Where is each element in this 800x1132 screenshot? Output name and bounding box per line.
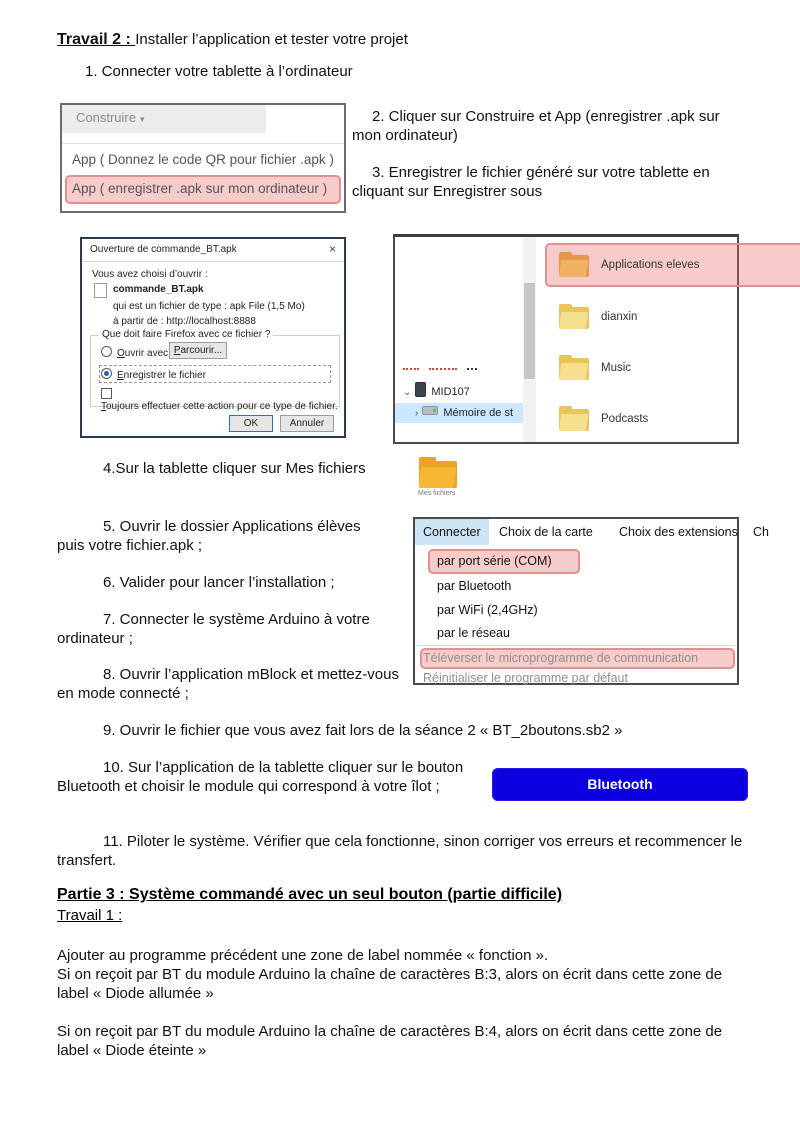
menu-item-wifi[interactable]: par WiFi (2,4GHz) <box>437 603 538 617</box>
checkbox-icon[interactable] <box>101 388 112 399</box>
mes-fichiers-caption: Mes fichiers <box>418 490 456 497</box>
step-2: 2. Cliquer sur Construire et App (enregistrer .apk sur mon ordinateur) <box>352 108 720 144</box>
browse-button[interactable]: Parcourir... <box>169 342 227 359</box>
folder-label: Applications eleves <box>601 259 700 271</box>
spellcheck-squiggle <box>429 368 457 370</box>
close-icon[interactable]: × <box>328 242 336 256</box>
scrollbar-thumb[interactable] <box>524 283 535 379</box>
dialog-title: Ouverture de commande_BT.apk <box>90 244 237 255</box>
step-9: 9. Ouvrir le fichier que vous avez fait lors de la séance 2 « BT_2boutons.sb2 » <box>103 722 623 739</box>
menu-item-reinitialiser[interactable]: Réinitialiser le programme par défaut <box>423 671 628 685</box>
partie3-heading: Partie 3 : Système commandé avec un seul bouton (partie difficile) <box>57 886 563 903</box>
step-5: 5. Ouvrir le dossier Applications élèves puis votre fichier.apk ; <box>57 518 361 554</box>
folder-row-podcasts[interactable] <box>537 399 737 443</box>
step-1: 1. Connecter votre tablette à l’ordinateur <box>85 63 353 80</box>
folder-label: Podcasts <box>601 413 649 425</box>
folder-label: Music <box>601 362 632 374</box>
mes-fichiers-shortcut[interactable] <box>416 457 462 501</box>
page-title-rest: Installer l’application et tester votre projet <box>135 31 408 48</box>
dialog-filetype <box>113 301 305 312</box>
step-11: 11. Piloter le système. Vérifier que cela fonctionne, sinon corriger vos erreurs et recommencer le transfert. <box>57 833 743 869</box>
folder-label: dianxin <box>601 311 638 323</box>
folder-icon <box>559 304 589 329</box>
source-label: à partir de : <box>113 316 164 327</box>
file-icon <box>94 283 107 298</box>
save-file-radio[interactable] <box>101 368 206 381</box>
dialog-filename: commande_BT.apk <box>113 284 204 295</box>
step-8: 8. Ouvrir l’application mBlock et mettez-vous en mode connecté ; <box>57 666 399 702</box>
folder-row-dianxin[interactable] <box>537 297 737 341</box>
chevron-down-icon: ▾ <box>139 114 145 124</box>
folder-row-applications-eleves[interactable] <box>537 245 737 289</box>
folder-icon <box>559 406 589 431</box>
menu-item-reseau[interactable]: par le réseau <box>437 626 510 640</box>
source-url: http://localhost:8888 <box>166 316 256 327</box>
step-3: 3. Enregistrer le fichier généré sur votre tablette en cliquant sur Enregistrer sous <box>352 164 710 200</box>
step-6: 6. Valider pour lancer l’installation ; <box>103 574 335 591</box>
tree-device-label: MID107 <box>431 386 470 398</box>
mblock-menubar <box>415 519 769 545</box>
menu-connecter[interactable]: Connecter <box>415 519 489 545</box>
groupbox-legend: Que doit faire Firefox avec ce fichier ? <box>99 329 273 340</box>
action-groupbox <box>90 329 340 412</box>
mblock-connect-menu-screenshot <box>413 517 769 685</box>
menu-item-bluetooth[interactable]: par Bluetooth <box>437 579 512 593</box>
page-title-label: Travail 2 : <box>57 31 136 48</box>
dialog-separator <box>82 261 344 262</box>
firefox-download-dialog <box>80 237 346 438</box>
scrollbar-track[interactable] <box>523 237 536 442</box>
dialog-intro: Vous avez choisi d’ouvrir : <box>92 269 208 280</box>
construire-menu-button[interactable]: Construire ▾ <box>76 110 145 125</box>
partie3-paragraph-1 <box>57 946 749 1003</box>
tree-storage-label: Mémoire de st <box>443 407 514 419</box>
partie3-paragraph-2: Si on reçoit par BT du module Arduino la chaîne de caractères B:4, alors on écrit dans cette zone de label « Diode éteinte » <box>57 1023 723 1059</box>
storage-drive-icon <box>422 406 438 415</box>
step-4: 4.Sur la tablette cliquer sur Mes fichiers <box>103 460 366 477</box>
cancel-button[interactable]: Annuler <box>280 415 334 432</box>
filetype-label: qui est un fichier de type : <box>113 301 227 312</box>
step-10: 10. Sur l’application de la tablette cliquer sur le bouton Bluetooth et choisir le module qui correspond à votre îlot ; <box>57 759 464 795</box>
chevron-right-icon[interactable]: › <box>415 408 419 419</box>
menu-item-televerser[interactable]: Téléverser le microprogramme de communication <box>423 651 699 665</box>
bluetooth-button[interactable]: Bluetooth <box>492 768 748 801</box>
paragraph-line: Ajouter au programme précédent une zone de label nommée « fonction ». <box>57 947 549 964</box>
filetype-value: apk File (1,5 Mo) <box>229 301 305 312</box>
ok-button[interactable]: OK <box>229 415 273 432</box>
travail1-subheading: Travail 1 : <box>57 907 123 924</box>
paragraph-line: Si on reçoit par BT du module Arduino la chaîne de caractères B:3, alors on écrit dans cette zone de label « Diode allumée » <box>57 966 723 1002</box>
open-with-label: Ouvrir avec <box>117 348 169 359</box>
spellcheck-squiggle <box>403 368 419 370</box>
page-title <box>57 30 408 49</box>
menu-separator <box>417 645 735 646</box>
folder-icon <box>559 355 589 380</box>
phone-icon <box>415 382 426 397</box>
file-explorer-screenshot <box>393 234 739 444</box>
menu-cutoff[interactable]: Ch <box>753 525 769 539</box>
folder-row-music[interactable] <box>537 348 737 392</box>
step-7: 7. Connecter le système Arduino à votre ordinateur ; <box>57 611 370 647</box>
tree-item-device[interactable] <box>403 382 470 398</box>
menu-item-app-save[interactable]: App ( enregistrer .apk sur mon ordinateur ) <box>72 181 328 196</box>
construire-menu-screenshot <box>60 103 346 213</box>
tree-item-storage[interactable] <box>415 406 513 419</box>
menu-item-app-qr[interactable]: App ( Donnez le code QR pour fichier .apk ) <box>72 152 334 167</box>
radio-icon[interactable] <box>101 346 112 357</box>
menu-item-port-serie[interactable]: par port série (COM) <box>437 554 552 568</box>
menu-choix-extensions[interactable]: Choix des extensions <box>619 525 738 539</box>
chevron-down-icon[interactable]: ⌄ <box>403 387 412 398</box>
save-file-label: Enregistrer le fichier <box>117 370 206 381</box>
dialog-source <box>113 316 256 327</box>
always-label: Toujours effectuer cette action pour ce type de fichier. <box>101 401 338 412</box>
radio-selected-icon[interactable] <box>101 368 112 379</box>
menu-choix-carte[interactable]: Choix de la carte <box>499 525 593 539</box>
open-with-radio[interactable] <box>101 346 168 359</box>
mes-fichiers-folder-icon[interactable] <box>419 457 457 488</box>
always-checkbox[interactable] <box>101 388 339 412</box>
folder-icon <box>559 252 589 277</box>
tree-item-partial <box>467 368 477 370</box>
menu-separator <box>62 143 344 144</box>
